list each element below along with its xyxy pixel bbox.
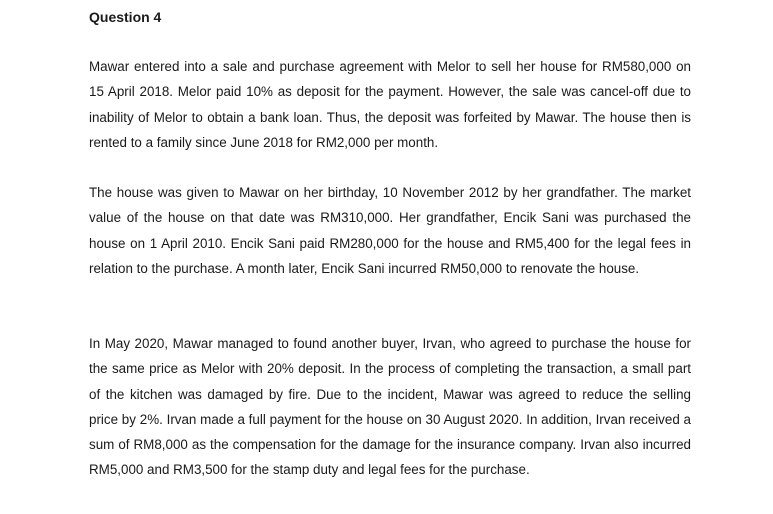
paragraph-second-buyer: In May 2020, Mawar managed to found another buyer, Irvan, who agreed to purchase the house for the same price as Melor with 20% deposit. In the process of completing the transaction, a small part of the kitchen was damaged by fire. Due to the incident, Mawar was agreed to reduce the selling price by 2%. Irvan made a full payment for the house on 30 August 2020. In addition, Irvan received a sum of RM8,000 as the compensation for the damage for the insurance company. Irvan also incurred RM5,000 and RM3,500 for the stamp duty and legal fees for the purchase. [89,336,691,478]
paragraph-sale-agreement: Mawar entered into a sale and purchase agreement with Melor to sell her house for RM580,000 on 15 April 2018. Melor paid 10% as deposit for the payment. However, the sale was cancel-off due to inability of Melor to obtain a bank loan. Thus, the deposit was forfeited by Mawar. The house then is rented to a family since June 2018 for RM2,000 per month. [89,59,691,150]
paragraph-house-history: The house was given to Mawar on her birthday, 10 November 2012 by her grandfather. The market value of the house on that date was RM310,000. Her grandfather, Encik Sani was purchased the house on 1 April 2010. Encik Sani paid RM280,000 for the house and RM5,400 for the legal fees in relation to the purchase. A month later, Encik Sani incurred RM50,000 to renovate the house. [89,185,691,276]
question-title: Question 4 [89,9,162,25]
